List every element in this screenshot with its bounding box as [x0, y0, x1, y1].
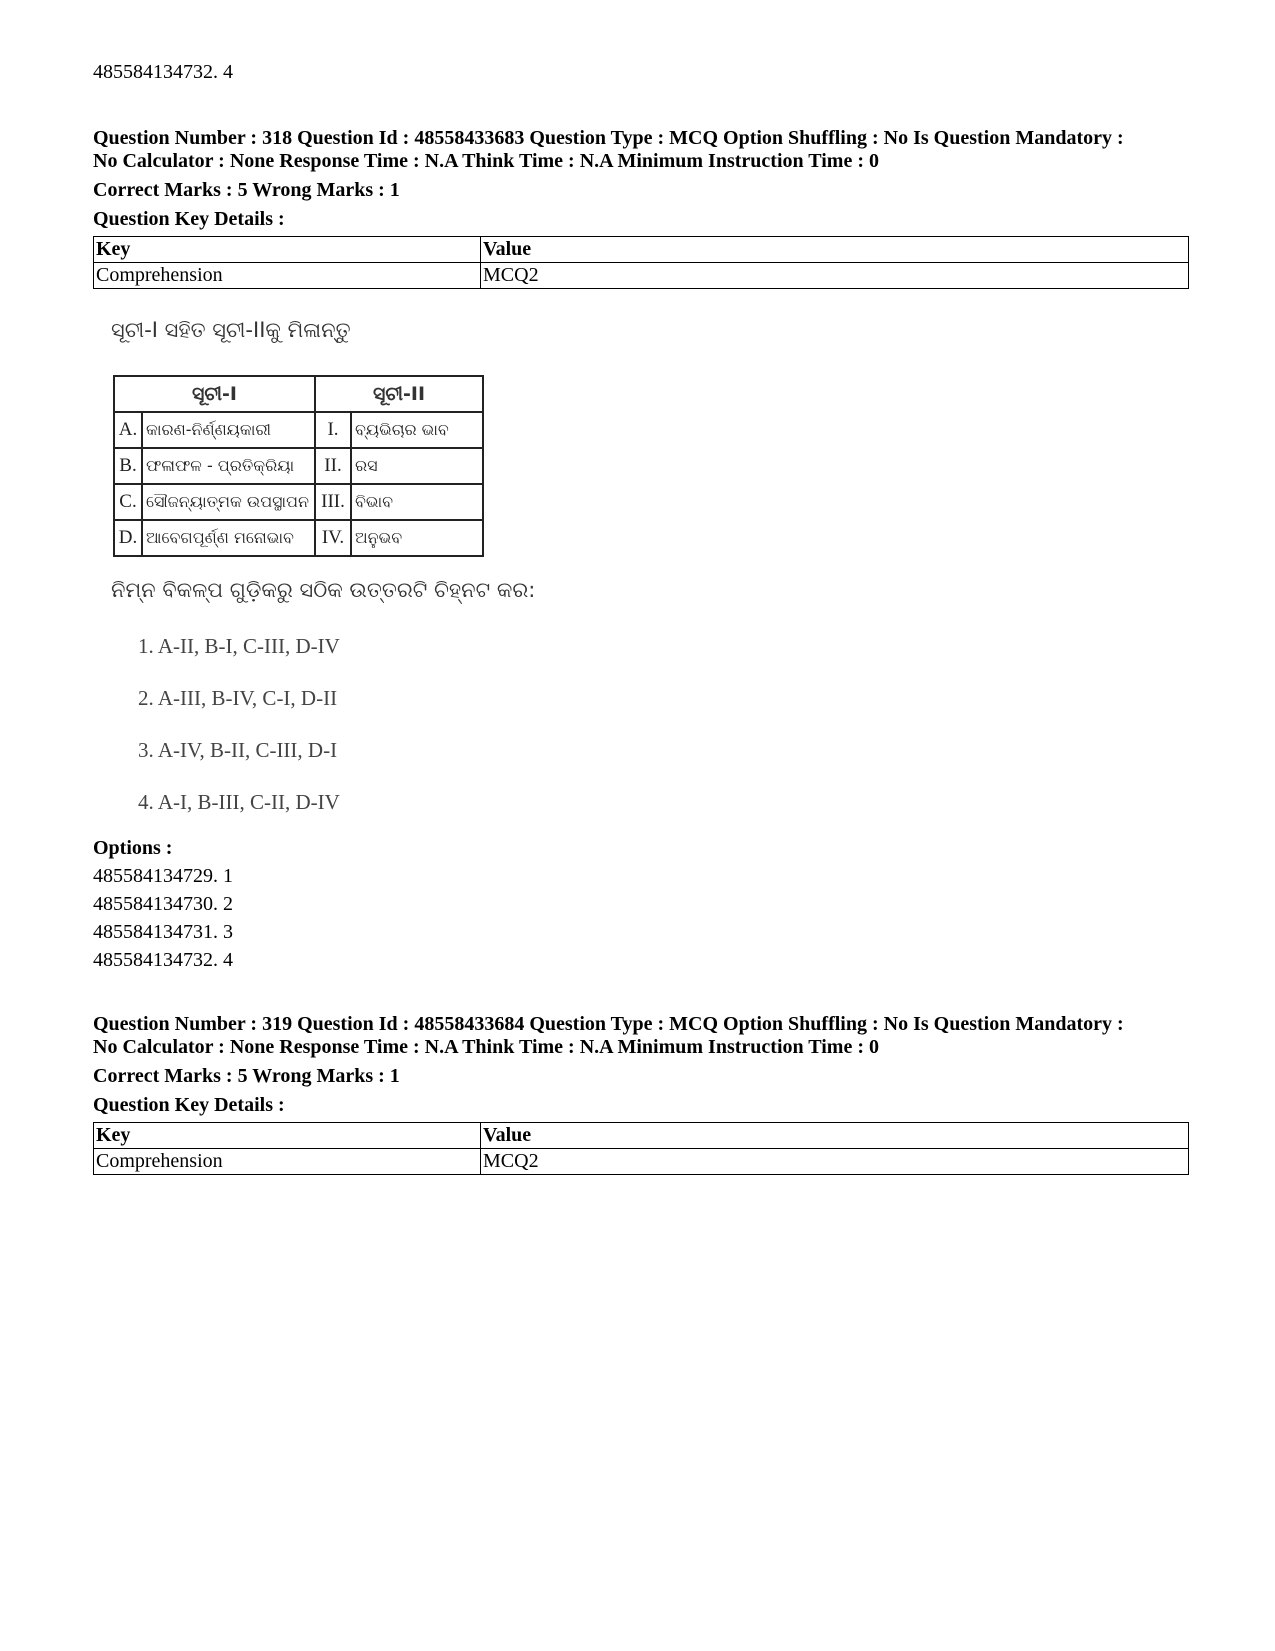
row-numeral: IV. — [315, 520, 351, 556]
row-numeral: III. — [315, 484, 351, 520]
choice-1: 1. A-II, B-I, C-III, D-IV — [138, 634, 340, 658]
q318-key-table — [93, 236, 1189, 289]
option-item: 485584134730. 2 — [93, 893, 233, 915]
list1-item: ଆବେଗପୂର୍ଣ୍ଣ ମନୋଭାବ — [142, 520, 315, 556]
list2-item: ରସ — [351, 448, 483, 484]
q319-key-table — [93, 1122, 1189, 1175]
q318-options-label: Options : — [93, 837, 173, 859]
row-numeral: II. — [315, 448, 351, 484]
q319-header-line2: No Calculator : None Response Time : N.A Think Time : N.A Minimum Instruction Time : 0 — [93, 1036, 879, 1058]
key-header: Key — [94, 237, 481, 263]
list2-item: ବିଭାବ — [351, 484, 483, 520]
q318-key-details-label: Question Key Details : — [93, 208, 285, 230]
table-row — [114, 448, 483, 484]
option-item: 485584134731. 3 — [93, 921, 233, 943]
q319-key-details-label: Question Key Details : — [93, 1094, 285, 1116]
table-row — [94, 237, 1189, 263]
q319-header-line1: Question Number : 319 Question Id : 48558433684 Question Type : MCQ Option Shuffling : No Is Question Mandatory : — [93, 1013, 1124, 1035]
option-item: 485584134732. 4 — [93, 949, 233, 971]
list1-item: କାରଣ-ନିର୍ଣ୍ଣୟକାରୀ — [142, 412, 315, 448]
list1-header: ସୂଚୀ-I — [114, 376, 315, 412]
table-row — [114, 376, 483, 412]
table-row — [114, 520, 483, 556]
q318-marks: Correct Marks : 5 Wrong Marks : 1 — [93, 179, 400, 201]
value-header: Value — [481, 1123, 1189, 1149]
table-row — [114, 412, 483, 448]
key-cell: Comprehension — [94, 1149, 481, 1175]
table-row — [94, 1149, 1189, 1175]
row-letter: D. — [114, 520, 142, 556]
list2-header: ସୂଚୀ-II — [315, 376, 483, 412]
table-row — [94, 1123, 1189, 1149]
q319-marks: Correct Marks : 5 Wrong Marks : 1 — [93, 1065, 400, 1087]
row-letter: B. — [114, 448, 142, 484]
q318-header-line1: Question Number : 318 Question Id : 48558433683 Question Type : MCQ Option Shuffling : No Is Question Mandatory : — [93, 127, 1124, 149]
list2-item: ବ୍ୟଭିଚାର ଭାବ — [351, 412, 483, 448]
row-numeral: I. — [315, 412, 351, 448]
previous-option-line: 485584134732. 4 — [93, 61, 233, 83]
value-header: Value — [481, 237, 1189, 263]
table-row — [114, 484, 483, 520]
value-cell: MCQ2 — [481, 1149, 1189, 1175]
list1-item: ଫଳାଫଳ - ପ୍ରତିକ୍ରିୟା — [142, 448, 315, 484]
key-header: Key — [94, 1123, 481, 1149]
list2-item: ଅନୁଭବ — [351, 520, 483, 556]
option-item: 485584134729. 1 — [93, 865, 233, 887]
q318-header-line2: No Calculator : None Response Time : N.A Think Time : N.A Minimum Instruction Time : 0 — [93, 150, 879, 172]
match-instruction: ସୂଚୀ-I ସହିତ ସୂଚୀ-IIକୁ ମିଳାନ୍ତୁ — [111, 318, 351, 342]
choice-4: 4. A-I, B-III, C-II, D-IV — [138, 790, 340, 814]
row-letter: C. — [114, 484, 142, 520]
choice-2: 2. A-III, B-IV, C-I, D-II — [138, 686, 338, 710]
row-letter: A. — [114, 412, 142, 448]
value-cell: MCQ2 — [481, 263, 1189, 289]
list1-item: ସୌଜନ୍ୟାତ୍ମକ ଉପସ୍ଥାପନ — [142, 484, 315, 520]
key-cell: Comprehension — [94, 263, 481, 289]
table-row — [94, 263, 1189, 289]
match-table — [113, 375, 484, 557]
match-prompt: ନିମ୍ନ ବିକଳ୍ପ ଗୁଡ଼ିକରୁ ସଠିକ ଉତ୍ତରଟି ଚିହ୍ନଟ କର: — [111, 578, 536, 602]
choice-3: 3. A-IV, B-II, C-III, D-I — [138, 738, 338, 762]
